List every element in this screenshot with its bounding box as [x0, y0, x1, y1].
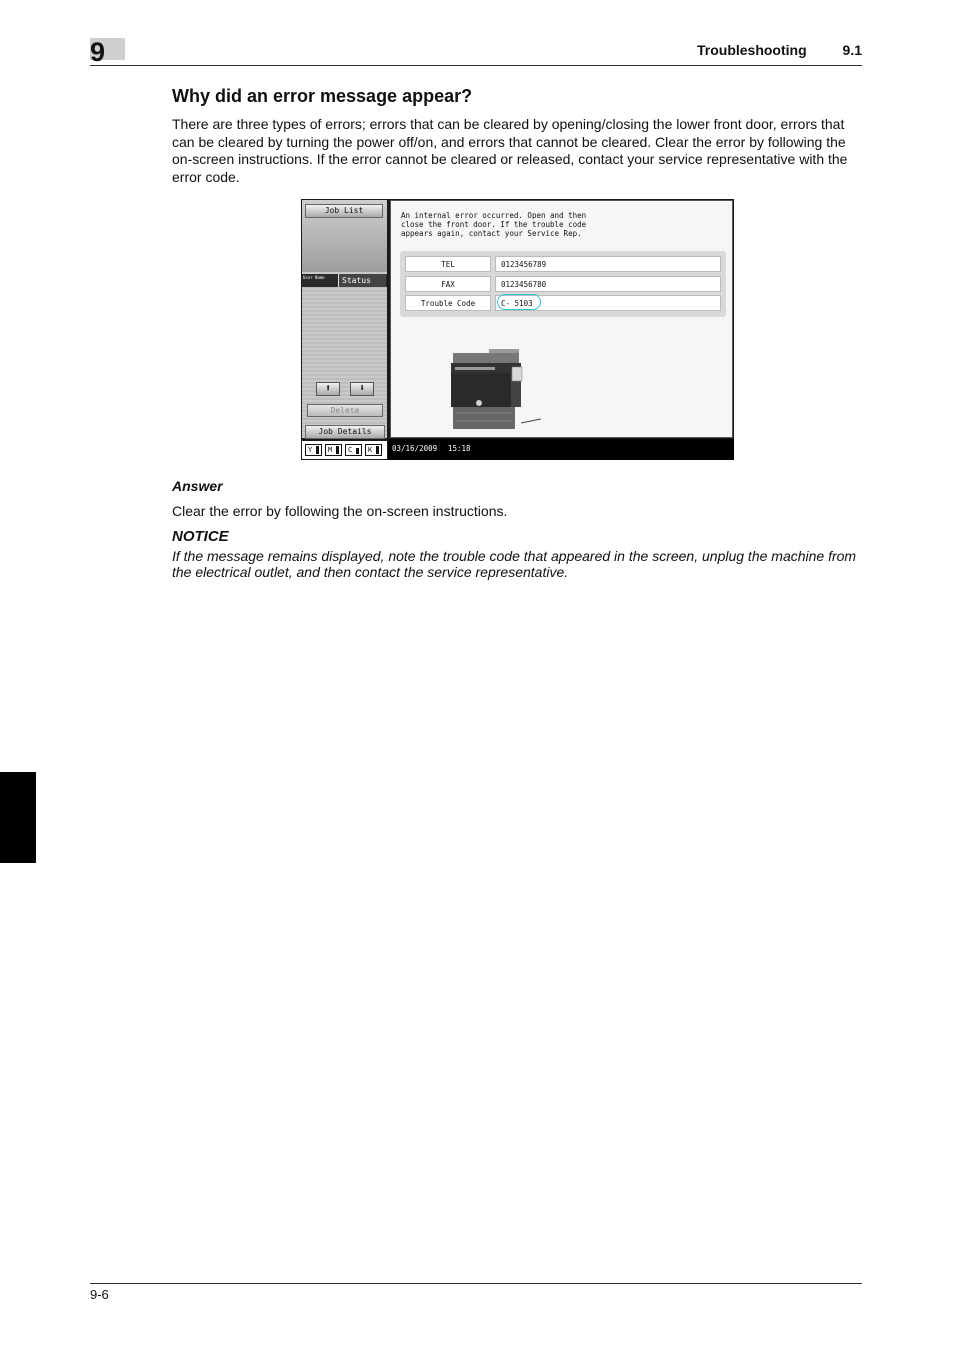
chapter-side-tab — [0, 772, 36, 863]
intro-paragraph: There are three types of errors; errors that can be cleared by opening/closing the lower front door, errors that can be cleared by turning the power off/on, and errors that cannot be cleared. Clear the error by following the on-screen instructions. If the error cannot be cleared or released, contact your service representative with the error code. — [172, 116, 848, 185]
copier-machine-icon — [449, 349, 545, 433]
error-message-panel — [390, 200, 733, 438]
trouble-code-row — [405, 295, 721, 311]
contact-info-box — [400, 251, 726, 317]
job-details-button[interactable]: Job Details — [305, 425, 385, 439]
scroll-up-button[interactable] — [316, 382, 340, 396]
section-title: Troubleshooting — [696, 42, 807, 58]
toner-levels — [302, 441, 387, 459]
status-row — [302, 274, 387, 287]
status-tab[interactable]: Status — [338, 274, 386, 287]
fax-value: 0123456780 — [495, 276, 721, 292]
status-bar — [388, 439, 734, 460]
tel-label: TEL — [405, 256, 491, 272]
error-screen-screenshot — [301, 199, 734, 460]
fax-row — [405, 276, 721, 292]
notice-text: If the message remains displayed, note the trouble code that appeared in the screen, unplug the machine from the electrical outlet, and then contact the service representative. — [172, 548, 857, 580]
tel-row — [405, 256, 721, 272]
toner-m: M — [325, 444, 342, 456]
footer-divider — [90, 1283, 862, 1284]
trouble-code-value: C- 5103 — [495, 295, 721, 311]
time-display: 15:18 — [448, 444, 471, 453]
section-number: 9.1 — [842, 42, 862, 58]
answer-text: Clear the error by following the on-screen instructions. — [172, 503, 508, 519]
arrow-down-icon: ⬇ — [358, 383, 366, 394]
user-name-label: User Name — [303, 275, 325, 280]
page-heading: Why did an error message appear? — [172, 86, 473, 106]
date-display: 03/16/2009 — [392, 444, 438, 453]
error-message: An internal error occurred. Open and then close the front door. If the trouble code appears again, contact your Service Rep. — [401, 211, 587, 238]
running-header — [697, 42, 862, 58]
toner-k: K — [365, 444, 382, 456]
delete-button[interactable]: Delete — [307, 404, 383, 417]
job-list-button[interactable]: Job List — [305, 204, 383, 218]
scroll-down-button[interactable] — [350, 382, 374, 396]
arrow-up-icon: ⬆ — [324, 383, 332, 394]
toner-y: Y — [305, 444, 322, 456]
trouble-code-label: Trouble Code — [405, 295, 491, 311]
toner-c: C — [345, 444, 362, 456]
chapter-number: 9 — [90, 37, 106, 67]
trouble-code-highlight — [497, 294, 541, 310]
fax-label: FAX — [405, 276, 491, 292]
page-number: 9-6 — [90, 1287, 109, 1302]
tel-value: 0123456789 — [495, 256, 721, 272]
header-divider — [90, 65, 862, 66]
answer-label: Answer — [172, 478, 223, 494]
notice-label: NOTICE — [172, 528, 229, 545]
left-panel — [302, 200, 387, 438]
